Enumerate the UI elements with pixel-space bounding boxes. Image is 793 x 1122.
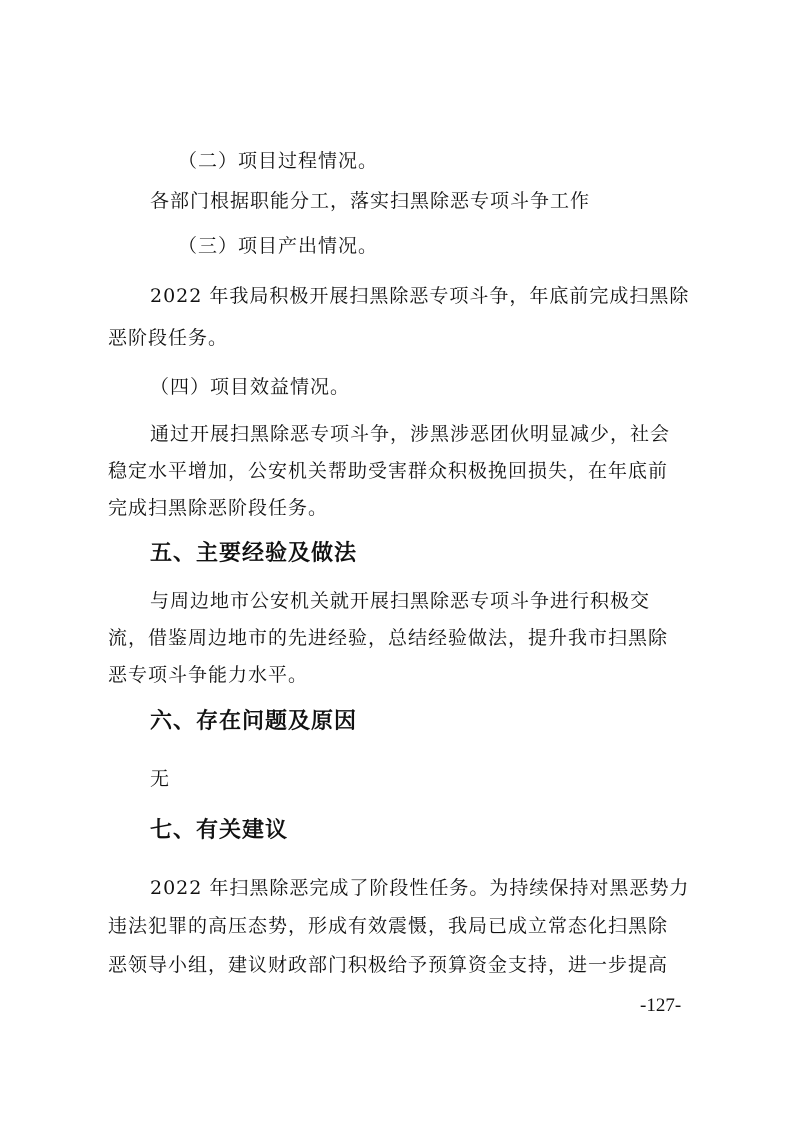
section-2-body-line-1: 各部门根据职能分工，落实扫黑除恶专项斗争工作 [150,190,591,212]
section-3-title: （三）项目产出情况。 [178,235,379,257]
section-4-body-line-1: 通过开展扫黑除恶专项斗争，涉黑涉恶团伙明显减少，社会 [150,423,671,445]
section-4-body-line-3: 完成扫黑除恶阶段任务。 [108,497,329,519]
section-4-body-line-2: 稳定水平增加，公安机关帮助受害群众积极挽回损失，在年底前 [108,460,669,482]
heading-6-body-line-1: 无 [150,768,171,790]
heading-6: 六、存在问题及原因 [150,709,358,734]
page-number: -127- [640,995,682,1016]
heading-7-body-line-3: 恶领导小组，建议财政部门积极给予预算资金支持，进一步提高 [108,954,669,976]
heading-7: 七、有关建议 [150,818,289,843]
section-3-body-line-1: 2022 年我局积极开展扫黑除恶专项斗争，年底前完成扫黑除 [150,285,690,307]
heading-5-body-line-3: 恶专项斗争能力水平。 [108,664,309,686]
section-3-body-line-2: 恶阶段任务。 [108,327,229,349]
heading-5: 五、主要经验及做法 [150,541,358,566]
heading-7-body-line-1: 2022 年扫黑除恶完成了阶段性任务。为持续保持对黑恶势力 [150,877,690,899]
heading-5-body-line-2: 流，借鉴周边地市的先进经验，总结经验做法，提升我市扫黑除 [108,627,669,649]
heading-7-body-line-2: 违法犯罪的高压态势，形成有效震慑，我局已成立常态化扫黑除 [108,915,669,937]
section-4-title: （四）项目效益情况。 [150,376,351,398]
section-2-title: （二）项目过程情况。 [178,150,379,172]
heading-5-body-line-1: 与周边地市公安机关就开展扫黑除恶专项斗争进行积极交 [150,590,651,612]
